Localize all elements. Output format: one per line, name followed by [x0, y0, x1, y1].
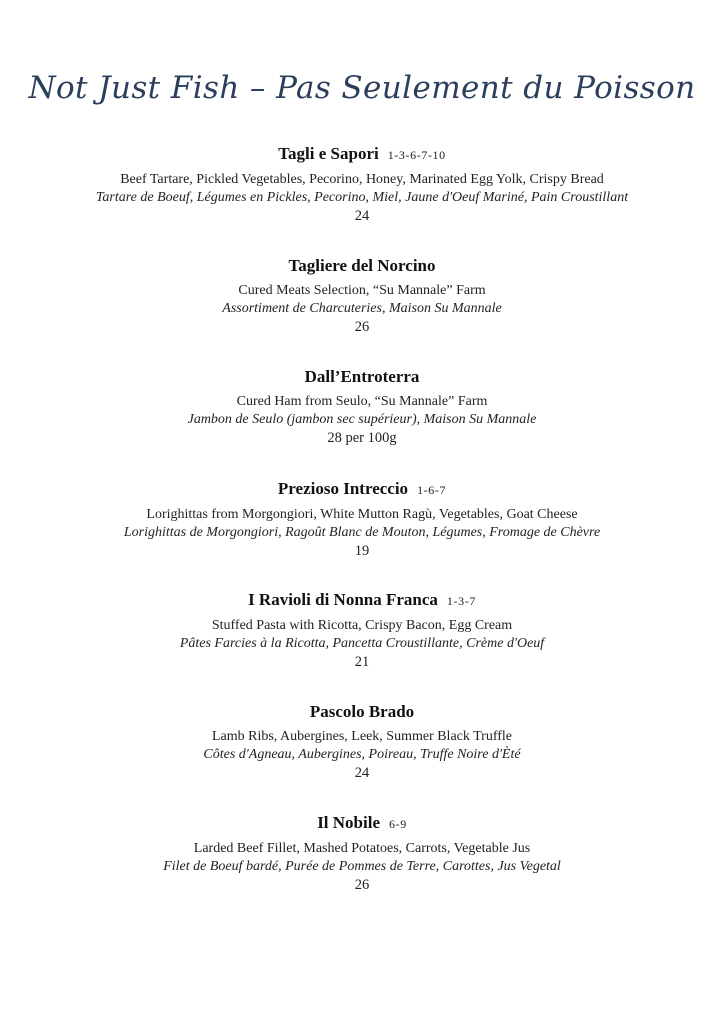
item-description-it: Lamb Ribs, Aubergines, Leek, Summer Black Truffle	[211, 728, 513, 744]
item-allergens: 1-3-6-7-10	[387, 148, 446, 162]
item-name: Tagli e Sapori	[278, 144, 379, 163]
item-description-fr: Filet de Boeuf bardé, Purée de Pommes de Terre, Carottes, Jus Vegetal	[163, 859, 561, 874]
menu-items	[0, 143, 724, 924]
item-description-fr: Lorighittas de Morgongiori, Ragoût Blanc de Mouton, Légumes, Fromage de Chèvre	[123, 524, 601, 540]
item-name: Dall’Entroterra	[304, 367, 420, 386]
item-description-fr: Jambon de Seulo (jambon sec supérieur), Maison Su Mannale	[187, 412, 537, 427]
item-price: 24	[354, 208, 370, 224]
item-description-it: Cured Ham from Seulo, “Su Mannale” Farm	[236, 394, 488, 409]
item-description-it: Cured Meats Selection, “Su Mannale” Farm	[238, 282, 486, 298]
menu-item	[0, 812, 724, 924]
menu-item	[0, 478, 724, 590]
item-description-fr: Côtes d'Agneau, Aubergines, Poireau, Truffe Noire d'Èté	[203, 746, 521, 762]
menu-title: Not Just Fish – Pas Seulement du Poisson	[28, 70, 696, 106]
item-allergens: 1-3-7	[446, 594, 476, 608]
item-name: Pascolo Brado	[309, 701, 415, 721]
item-description-fr: Pâtes Farcies à la Ricotta, Pancetta Croustillante, Crème d'Oeuf	[179, 636, 545, 651]
item-allergens: 1-6-7	[417, 482, 447, 497]
menu-item	[0, 701, 724, 813]
menu-item	[0, 143, 724, 255]
item-price: 26	[354, 877, 370, 893]
menu-item	[0, 255, 724, 367]
item-description-it: Stuffed Pasta with Ricotta, Crispy Bacon, Egg Cream	[211, 618, 513, 633]
item-description-it: Lorighittas from Morgongiori, White Mutton Ragù, Vegetables, Goat Cheese	[146, 506, 578, 522]
item-name: I Ravioli di Nonna Franca	[248, 590, 438, 609]
item-allergens: 6-9	[389, 817, 407, 831]
menu-item	[0, 589, 724, 701]
item-price: 26	[354, 318, 370, 335]
item-description-it: Beef Tartare, Pickled Vegetables, Pecorino, Honey, Marinated Egg Yolk, Crispy Bread	[120, 172, 604, 187]
item-name: Il Nobile	[317, 813, 380, 832]
item-price: 24	[354, 764, 370, 781]
item-name: Prezioso Intreccio	[277, 478, 409, 498]
item-description-fr: Tartare de Boeuf, Légumes en Pickles, Pecorino, Miel, Jaune d'Oeuf Mariné, Pain Croustillant	[95, 190, 629, 205]
item-description-fr: Assortiment de Charcuteries, Maison Su Mannale	[222, 300, 502, 316]
item-name: Tagliere del Norcino	[288, 255, 436, 275]
item-price: 28 per 100g	[327, 430, 397, 446]
menu-item	[0, 366, 724, 478]
item-description-it: Larded Beef Fillet, Mashed Potatoes, Carrots, Vegetable Jus	[193, 841, 531, 856]
item-price: 19	[354, 542, 370, 559]
item-price: 21	[354, 654, 370, 670]
